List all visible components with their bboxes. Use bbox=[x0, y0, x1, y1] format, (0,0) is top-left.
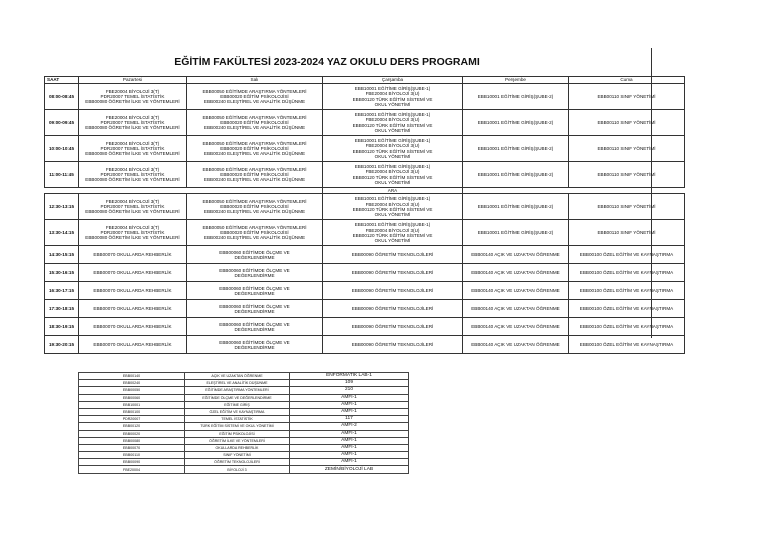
course-cell: EBB00100 ÖZEL EĞİTİM VE KAYNAŞTIRMA bbox=[569, 264, 685, 282]
course-cell: FBE20004 BİYOLOJİ 3(T) PDR20007 TEMEL İSTATİSTİK EBB00080 ÖĞRETİM İLKE VE YÖNTEMLERİ bbox=[79, 162, 187, 188]
legend-row bbox=[79, 466, 409, 473]
legend-code: EBB10001 bbox=[79, 401, 185, 408]
course-cell: EBB00140 AÇIK VE UZAKTAN ÖĞRENME bbox=[463, 300, 569, 318]
course-cell: EBB10001 EĞİTİME GİRİŞ(ŞUBE-2) bbox=[463, 136, 569, 162]
course-cell: EBB00090 ÖĞRETİM TEKNOLOJİLERİ bbox=[323, 246, 463, 264]
course-cell: EBB10001 EĞİTİME GİRİŞ(ŞUBE-1) FBE20004 BİYOLOJİ 3(U) EBB00120 TÜRK EĞİTİM SİSTEMİ VE OKUL YÖNETİMİ bbox=[323, 162, 463, 188]
legend-row bbox=[79, 437, 409, 444]
legend-name: ELEŞTİREL VE ANALİTİK DÜŞÜNME bbox=[185, 380, 290, 387]
legend-name: BİYOLOJİ 3 bbox=[185, 466, 290, 473]
legend-room: AMFİ-1 bbox=[290, 430, 409, 437]
time-slot: 14:30-15:15 bbox=[45, 246, 79, 264]
course-cell: EBB10001 EĞİTİME GİRİŞ(ŞUBE-2) bbox=[463, 220, 569, 246]
legend-name: EĞİTİMDE ÖLÇME VE DEĞERLENDİRME bbox=[185, 394, 290, 401]
legend-code: EBB00070 bbox=[79, 444, 185, 451]
legend-row bbox=[79, 430, 409, 437]
table-row bbox=[45, 84, 685, 110]
table-row bbox=[45, 282, 685, 300]
legend-row bbox=[79, 452, 409, 459]
course-cell: EBB00140 AÇIK VE UZAKTAN ÖĞRENME bbox=[463, 282, 569, 300]
legend-code: EBB00100 bbox=[79, 408, 185, 415]
course-cell: EBB00050 EĞİTİMDE ARAŞTIRMA YÖNTEMLERİ EBB00020 EĞİTİM PSİKOLOJİSİ EBB00240 ELEŞTİREL VE ANALİTİK DÜŞÜNME bbox=[187, 220, 323, 246]
legend-row bbox=[79, 459, 409, 466]
break-label: ARA bbox=[323, 188, 463, 194]
course-cell: EBB00100 ÖZEL EĞİTİM VE KAYNAŞTIRMA bbox=[569, 282, 685, 300]
header-saat: SAAT bbox=[45, 77, 79, 84]
legend-name: SINIF YÖNETİMİ bbox=[185, 452, 290, 459]
course-cell: EBB00070 OKULLARDA REHBERLİK bbox=[79, 264, 187, 282]
legend-code: EBB00080 bbox=[79, 437, 185, 444]
course-cell: EBB10001 EĞİTİME GİRİŞ(ŞUBE-2) bbox=[463, 110, 569, 136]
course-cell: EBB00070 OKULLARDA REHBERLİK bbox=[79, 246, 187, 264]
legend-name: AÇIK VE UZAKTAN ÖĞRENME bbox=[185, 373, 290, 380]
time-slot: 12:30-13:15 bbox=[45, 194, 79, 220]
legend-row bbox=[79, 394, 409, 401]
course-cell: FBE20004 BİYOLOJİ 3(T) PDR20007 TEMEL İSTATİSTİK EBB00080 ÖĞRETİM İLKE VE YÖNTEMLERİ bbox=[79, 110, 187, 136]
time-slot: 15:30-16:15 bbox=[45, 264, 79, 282]
course-cell: EBB00060 EĞİTİMDE ÖLÇME VE DEĞERLENDİRME bbox=[187, 300, 323, 318]
time-slot: 17:30-18:15 bbox=[45, 300, 79, 318]
course-cell: EBB00110 SINIF YÖNETİMİ bbox=[569, 194, 685, 220]
legend-code: EBB00090 bbox=[79, 459, 185, 466]
time-slot: 11:00-11:45 bbox=[45, 162, 79, 188]
legend-room: AMFİ-1 bbox=[290, 394, 409, 401]
course-cell: FBE20004 BİYOLOJİ 3(T) PDR20007 TEMEL İSTATİSTİK EBB00080 ÖĞRETİM İLKE VE YÖNTEMLERİ bbox=[79, 84, 187, 110]
legend-code: PDR20007 bbox=[79, 416, 185, 423]
legend-row bbox=[79, 373, 409, 380]
legend-room: ENFORMATİK LAB-1 bbox=[290, 373, 409, 380]
header-day: Perşembe bbox=[463, 77, 569, 84]
table-row bbox=[45, 162, 685, 188]
course-cell: EBB00060 EĞİTİMDE ÖLÇME VE DEĞERLENDİRME bbox=[187, 282, 323, 300]
header-day: Salı bbox=[187, 77, 323, 84]
legend-room: ZEMİN/BİYOLOJİ LAB bbox=[290, 466, 409, 473]
legend-room: AMFİ-1 bbox=[290, 401, 409, 408]
course-cell: EBB00090 ÖĞRETİM TEKNOLOJİLERİ bbox=[323, 282, 463, 300]
course-cell: EBB00070 OKULLARDA REHBERLİK bbox=[79, 300, 187, 318]
legend-code: EBB00140 bbox=[79, 373, 185, 380]
time-slot: 13:30-14:15 bbox=[45, 220, 79, 246]
course-cell: EBB00100 ÖZEL EĞİTİM VE KAYNAŞTIRMA bbox=[569, 300, 685, 318]
legend-room: AMFİ-1 bbox=[290, 437, 409, 444]
course-cell: EBB10001 EĞİTİME GİRİŞ(ŞUBE-1) FBE20004 BİYOLOJİ 3(U) EBB00120 TÜRK EĞİTİM SİSTEMİ VE OKUL YÖNETİMİ bbox=[323, 136, 463, 162]
legend-code: EBB00020 bbox=[79, 430, 185, 437]
legend-name: ÖĞRETİM İLKE VE YÖNTEMLERİ bbox=[185, 437, 290, 444]
legend-name: EĞİTİMDE ARAŞTIRMA YÖNTEMLERİ bbox=[185, 387, 290, 394]
legend-room: 109 bbox=[290, 380, 409, 387]
table-row bbox=[45, 220, 685, 246]
time-slot: 09:00-09:45 bbox=[45, 110, 79, 136]
course-cell: EBB00060 EĞİTİMDE ÖLÇME VE DEĞERLENDİRME bbox=[187, 246, 323, 264]
course-cell: EBB00140 AÇIK VE UZAKTAN ÖĞRENME bbox=[463, 246, 569, 264]
time-slot: 16:30-17:15 bbox=[45, 282, 79, 300]
legend-name: TÜRK EĞİTİM SİSTEMİ VE OKUL YÖNETİMİ bbox=[185, 423, 290, 430]
legend-name: TEMEL İSTATİSTİK bbox=[185, 416, 290, 423]
legend-room: AMFİ-2 bbox=[290, 423, 409, 430]
table-row bbox=[45, 194, 685, 220]
legend-code: EBB00110 bbox=[79, 452, 185, 459]
course-cell: EBB10001 EĞİTİME GİRİŞ(ŞUBE-2) bbox=[463, 84, 569, 110]
legend-row bbox=[79, 380, 409, 387]
course-cell: EBB00090 ÖĞRETİM TEKNOLOJİLERİ bbox=[323, 336, 463, 354]
course-cell: EBB00090 ÖĞRETİM TEKNOLOJİLERİ bbox=[323, 318, 463, 336]
legend-name: ÖĞRETİM TEKNOLOJİLERİ bbox=[185, 459, 290, 466]
table-row bbox=[45, 246, 685, 264]
course-cell: EBB00100 ÖZEL EĞİTİM VE KAYNAŞTIRMA bbox=[569, 246, 685, 264]
time-slot: 19:30-20:15 bbox=[45, 336, 79, 354]
course-cell: EBB00060 EĞİTİMDE ÖLÇME VE DEĞERLENDİRME bbox=[187, 264, 323, 282]
course-cell: EBB00050 EĞİTİMDE ARAŞTIRMA YÖNTEMLERİ EBB00020 EĞİTİM PSİKOLOJİSİ EBB00240 ELEŞTİREL VE ANALİTİK DÜŞÜNME bbox=[187, 84, 323, 110]
header-day: Cuma bbox=[569, 77, 685, 84]
legend-row bbox=[79, 416, 409, 423]
legend-code: EBB00060 bbox=[79, 394, 185, 401]
course-cell: EBB00110 SINIF YÖNETİMİ bbox=[569, 162, 685, 188]
course-cell: EBB00060 EĞİTİMDE ÖLÇME VE DEĞERLENDİRME bbox=[187, 318, 323, 336]
course-cell: EBB00070 OKULLARDA REHBERLİK bbox=[79, 282, 187, 300]
course-cell: EBB00140 AÇIK VE UZAKTAN ÖĞRENME bbox=[463, 318, 569, 336]
time-slot: 08:00-08:45 bbox=[45, 84, 79, 110]
legend-row bbox=[79, 401, 409, 408]
course-cell: EBB00050 EĞİTİMDE ARAŞTIRMA YÖNTEMLERİ EBB00020 EĞİTİM PSİKOLOJİSİ EBB00240 ELEŞTİREL VE ANALİTİK DÜŞÜNME bbox=[187, 162, 323, 188]
legend-room: AMFİ-1 bbox=[290, 408, 409, 415]
course-cell: EBB00110 SINIF YÖNETİMİ bbox=[569, 110, 685, 136]
legend-code: FBE20004 bbox=[79, 466, 185, 473]
legend-code: EBB00050 bbox=[79, 387, 185, 394]
course-cell: EBB00110 SINIF YÖNETİMİ bbox=[569, 220, 685, 246]
table-row bbox=[45, 336, 685, 354]
header-day: Pazartesi bbox=[79, 77, 187, 84]
course-cell: EBB10001 EĞİTİME GİRİŞ(ŞUBE-2) bbox=[463, 194, 569, 220]
course-cell: EBB00050 EĞİTİMDE ARAŞTIRMA YÖNTEMLERİ EBB00020 EĞİTİM PSİKOLOJİSİ EBB00240 ELEŞTİREL VE ANALİTİK DÜŞÜNME bbox=[187, 136, 323, 162]
course-cell: EBB10001 EĞİTİME GİRİŞ(ŞUBE-1) FBE20004 BİYOLOJİ 3(U) EBB00120 TÜRK EĞİTİM SİSTEMİ VE OKUL YÖNETİMİ bbox=[323, 84, 463, 110]
course-cell: EBB00140 AÇIK VE UZAKTAN ÖĞRENME bbox=[463, 336, 569, 354]
table-row bbox=[45, 318, 685, 336]
legend-row bbox=[79, 444, 409, 451]
legend-name: ÖZEL EĞİTİM VE KAYNAŞTIRMA bbox=[185, 408, 290, 415]
course-cell: FBE20004 BİYOLOJİ 3(T) PDR20007 TEMEL İSTATİSTİK EBB00080 ÖĞRETİM İLKE VE YÖNTEMLERİ bbox=[79, 220, 187, 246]
course-cell: EBB10001 EĞİTİME GİRİŞ(ŞUBE-2) bbox=[463, 162, 569, 188]
legend-room: AMFİ-1 bbox=[290, 459, 409, 466]
legend-row bbox=[79, 408, 409, 415]
course-cell: EBB00060 EĞİTİMDE ÖLÇME VE DEĞERLENDİRME bbox=[187, 336, 323, 354]
course-legend-table bbox=[78, 372, 409, 474]
course-cell: EBB00050 EĞİTİMDE ARAŞTIRMA YÖNTEMLERİ EBB00020 EĞİTİM PSİKOLOJİSİ EBB00240 ELEŞTİREL VE ANALİTİK DÜŞÜNME bbox=[187, 194, 323, 220]
course-cell: EBB00100 ÖZEL EĞİTİM VE KAYNAŞTIRMA bbox=[569, 318, 685, 336]
legend-code: EBB00120 bbox=[79, 423, 185, 430]
legend-name: EĞİTİM PSİKOLOJİSİ bbox=[185, 430, 290, 437]
legend-room: 117 bbox=[290, 416, 409, 423]
course-cell: EBB00090 ÖĞRETİM TEKNOLOJİLERİ bbox=[323, 264, 463, 282]
course-cell: EBB10001 EĞİTİME GİRİŞ(ŞUBE-1) FBE20004 BİYOLOJİ 3(U) EBB00120 TÜRK EĞİTİM SİSTEMİ VE OKUL YÖNETİMİ bbox=[323, 220, 463, 246]
course-cell: EBB00090 ÖĞRETİM TEKNOLOJİLERİ bbox=[323, 300, 463, 318]
header-day: Çarşamba bbox=[323, 77, 463, 84]
course-cell: EBB00070 OKULLARDA REHBERLİK bbox=[79, 336, 187, 354]
legend-room: 210 bbox=[290, 387, 409, 394]
legend-row bbox=[79, 423, 409, 430]
legend-row bbox=[79, 387, 409, 394]
course-cell: EBB00140 AÇIK VE UZAKTAN ÖĞRENME bbox=[463, 264, 569, 282]
table-row bbox=[45, 136, 685, 162]
course-cell: FBE20004 BİYOLOJİ 3(T) PDR20007 TEMEL İSTATİSTİK EBB00080 ÖĞRETİM İLKE VE YÖNTEMLERİ bbox=[79, 194, 187, 220]
course-cell: EBB00100 ÖZEL EĞİTİM VE KAYNAŞTIRMA bbox=[569, 336, 685, 354]
course-cell: EBB10001 EĞİTİME GİRİŞ(ŞUBE-1) FBE20004 BİYOLOJİ 3(U) EBB00120 TÜRK EĞİTİM SİSTEMİ VE OKUL YÖNETİMİ bbox=[323, 194, 463, 220]
legend-room: AMFİ-1 bbox=[290, 444, 409, 451]
legend-room: AMFİ-1 bbox=[290, 452, 409, 459]
table-row bbox=[45, 300, 685, 318]
course-cell: EBB00050 EĞİTİMDE ARAŞTIRMA YÖNTEMLERİ EBB00020 EĞİTİM PSİKOLOJİSİ EBB00240 ELEŞTİREL VE ANALİTİK DÜŞÜNME bbox=[187, 110, 323, 136]
course-cell: EBB00110 SINIF YÖNETİMİ bbox=[569, 84, 685, 110]
schedule-header-row bbox=[45, 77, 685, 84]
legend-code: EBB00240 bbox=[79, 380, 185, 387]
course-cell: FBE20004 BİYOLOJİ 3(T) PDR20007 TEMEL İSTATİSTİK EBB00080 ÖĞRETİM İLKE VE YÖNTEMLERİ bbox=[79, 136, 187, 162]
time-slot: 10:00-10:45 bbox=[45, 136, 79, 162]
course-cell: EBB00110 SINIF YÖNETİMİ bbox=[569, 136, 685, 162]
table-row bbox=[45, 264, 685, 282]
legend-name: OKULLARDA REHBERLİK bbox=[185, 444, 290, 451]
course-cell: EBB00070 OKULLARDA REHBERLİK bbox=[79, 318, 187, 336]
table-row bbox=[45, 110, 685, 136]
course-cell: EBB10001 EĞİTİME GİRİŞ(ŞUBE-1) FBE20004 BİYOLOJİ 3(U) EBB00120 TÜRK EĞİTİM SİSTEMİ VE OKUL YÖNETİMİ bbox=[323, 110, 463, 136]
page-title: EĞİTİM FAKÜLTESİ 2023-2024 YAZ OKULU DERS PROGRAMI bbox=[174, 56, 480, 68]
legend-name: EĞİTİME GİRİŞ bbox=[185, 401, 290, 408]
schedule-table bbox=[44, 76, 685, 354]
time-slot: 18:30-19:15 bbox=[45, 318, 79, 336]
